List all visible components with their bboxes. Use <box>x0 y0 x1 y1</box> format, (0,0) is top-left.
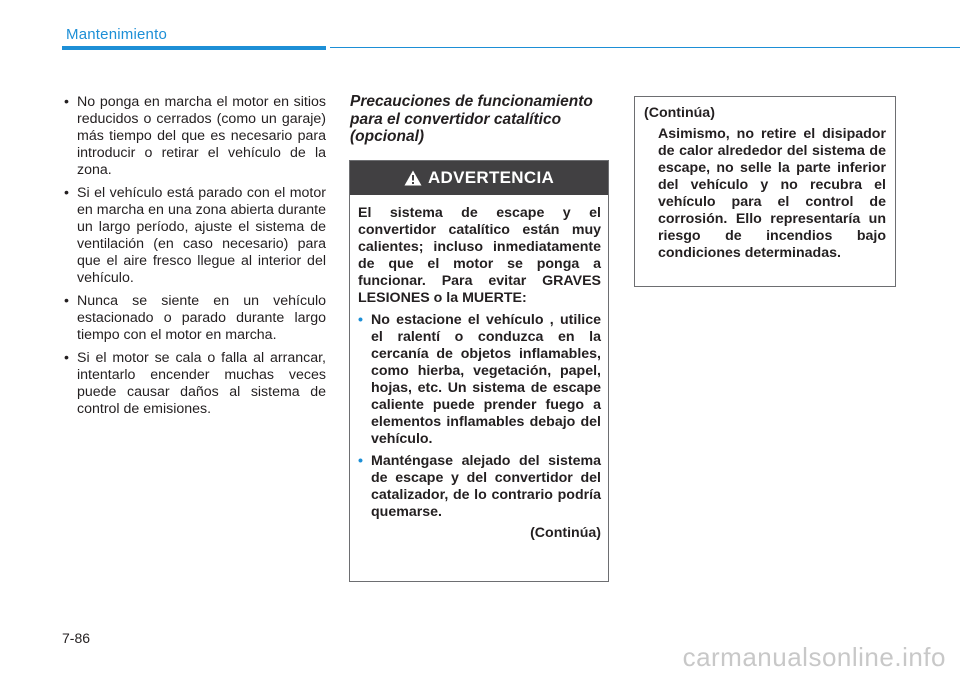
warning-triangle-icon <box>404 170 422 186</box>
list-item: • Si el motor se cala o falla al arrancar, intentarlo encender muchas veces puede causar daños al sistema de control de emisiones. <box>64 350 326 417</box>
header-rule-thin <box>330 47 960 48</box>
continuation-box <box>634 96 896 287</box>
list-item: • Nunca se siente en un vehículo estacionado o parado durante largo tiempo con el motor en marcha. <box>64 293 326 343</box>
warning-bullet: • No estacione el vehículo , utilice el ralentí o conduzca en la cercanía de objetos inflamables, como hierba, vegetación, papel, hojas, etc. Un sistema de escape caliente puede prender fuego a elementos inflamables debajo del vehículo. <box>358 312 601 447</box>
warning-header <box>350 161 608 195</box>
list-item: • Si el vehículo está parado con el motor en marcha en una zona abierta durante un largo período, ajuste el sistema de ventilación (en caso necesario) para que el aire fresco llegue al interior del vehículo. <box>64 185 326 286</box>
list-item: • No ponga en marcha el motor en sitios reducidos o cerrados (como un garaje) más tiempo del que es necesario para introducir o retirar el vehículo de la zona. <box>64 94 326 178</box>
warning-intro: El sistema de escape y el convertidor catalítico están muy calientes; incluso inmediatamente de que el motor se ponga a funcionar. Para evitar GRAVES LESIONES o la MUERTE: <box>358 205 601 306</box>
header-rule-thick <box>62 46 326 50</box>
continued-label: (Continúa) <box>530 525 601 541</box>
section-heading: Precauciones de funcionamiento para el convertidor catalítico (opcional) <box>350 93 593 145</box>
watermark: carmanualsonline.info <box>682 642 946 672</box>
left-column <box>62 94 326 424</box>
warning-box <box>349 160 609 582</box>
continued-label: (Continúa) <box>644 105 715 121</box>
warning-bullet: • Manténgase alejado del sistema de escape y del convertidor del catalizador, de lo contrario podría quemarse. <box>358 453 601 520</box>
continuation-text: Asimismo, no retire el disipador de calor alrededor del sistema de escape, no selle la parte inferior del vehículo y no recubra el vehículo para el control de corrosión. Ello representaría un riesgo de incendios bajo condiciones determinadas. <box>658 126 886 261</box>
section-title: Mantenimiento <box>66 26 167 43</box>
warning-body <box>350 195 608 542</box>
warning-title: ADVERTENCIA <box>427 168 555 187</box>
page-number: 7-86 <box>62 630 91 646</box>
